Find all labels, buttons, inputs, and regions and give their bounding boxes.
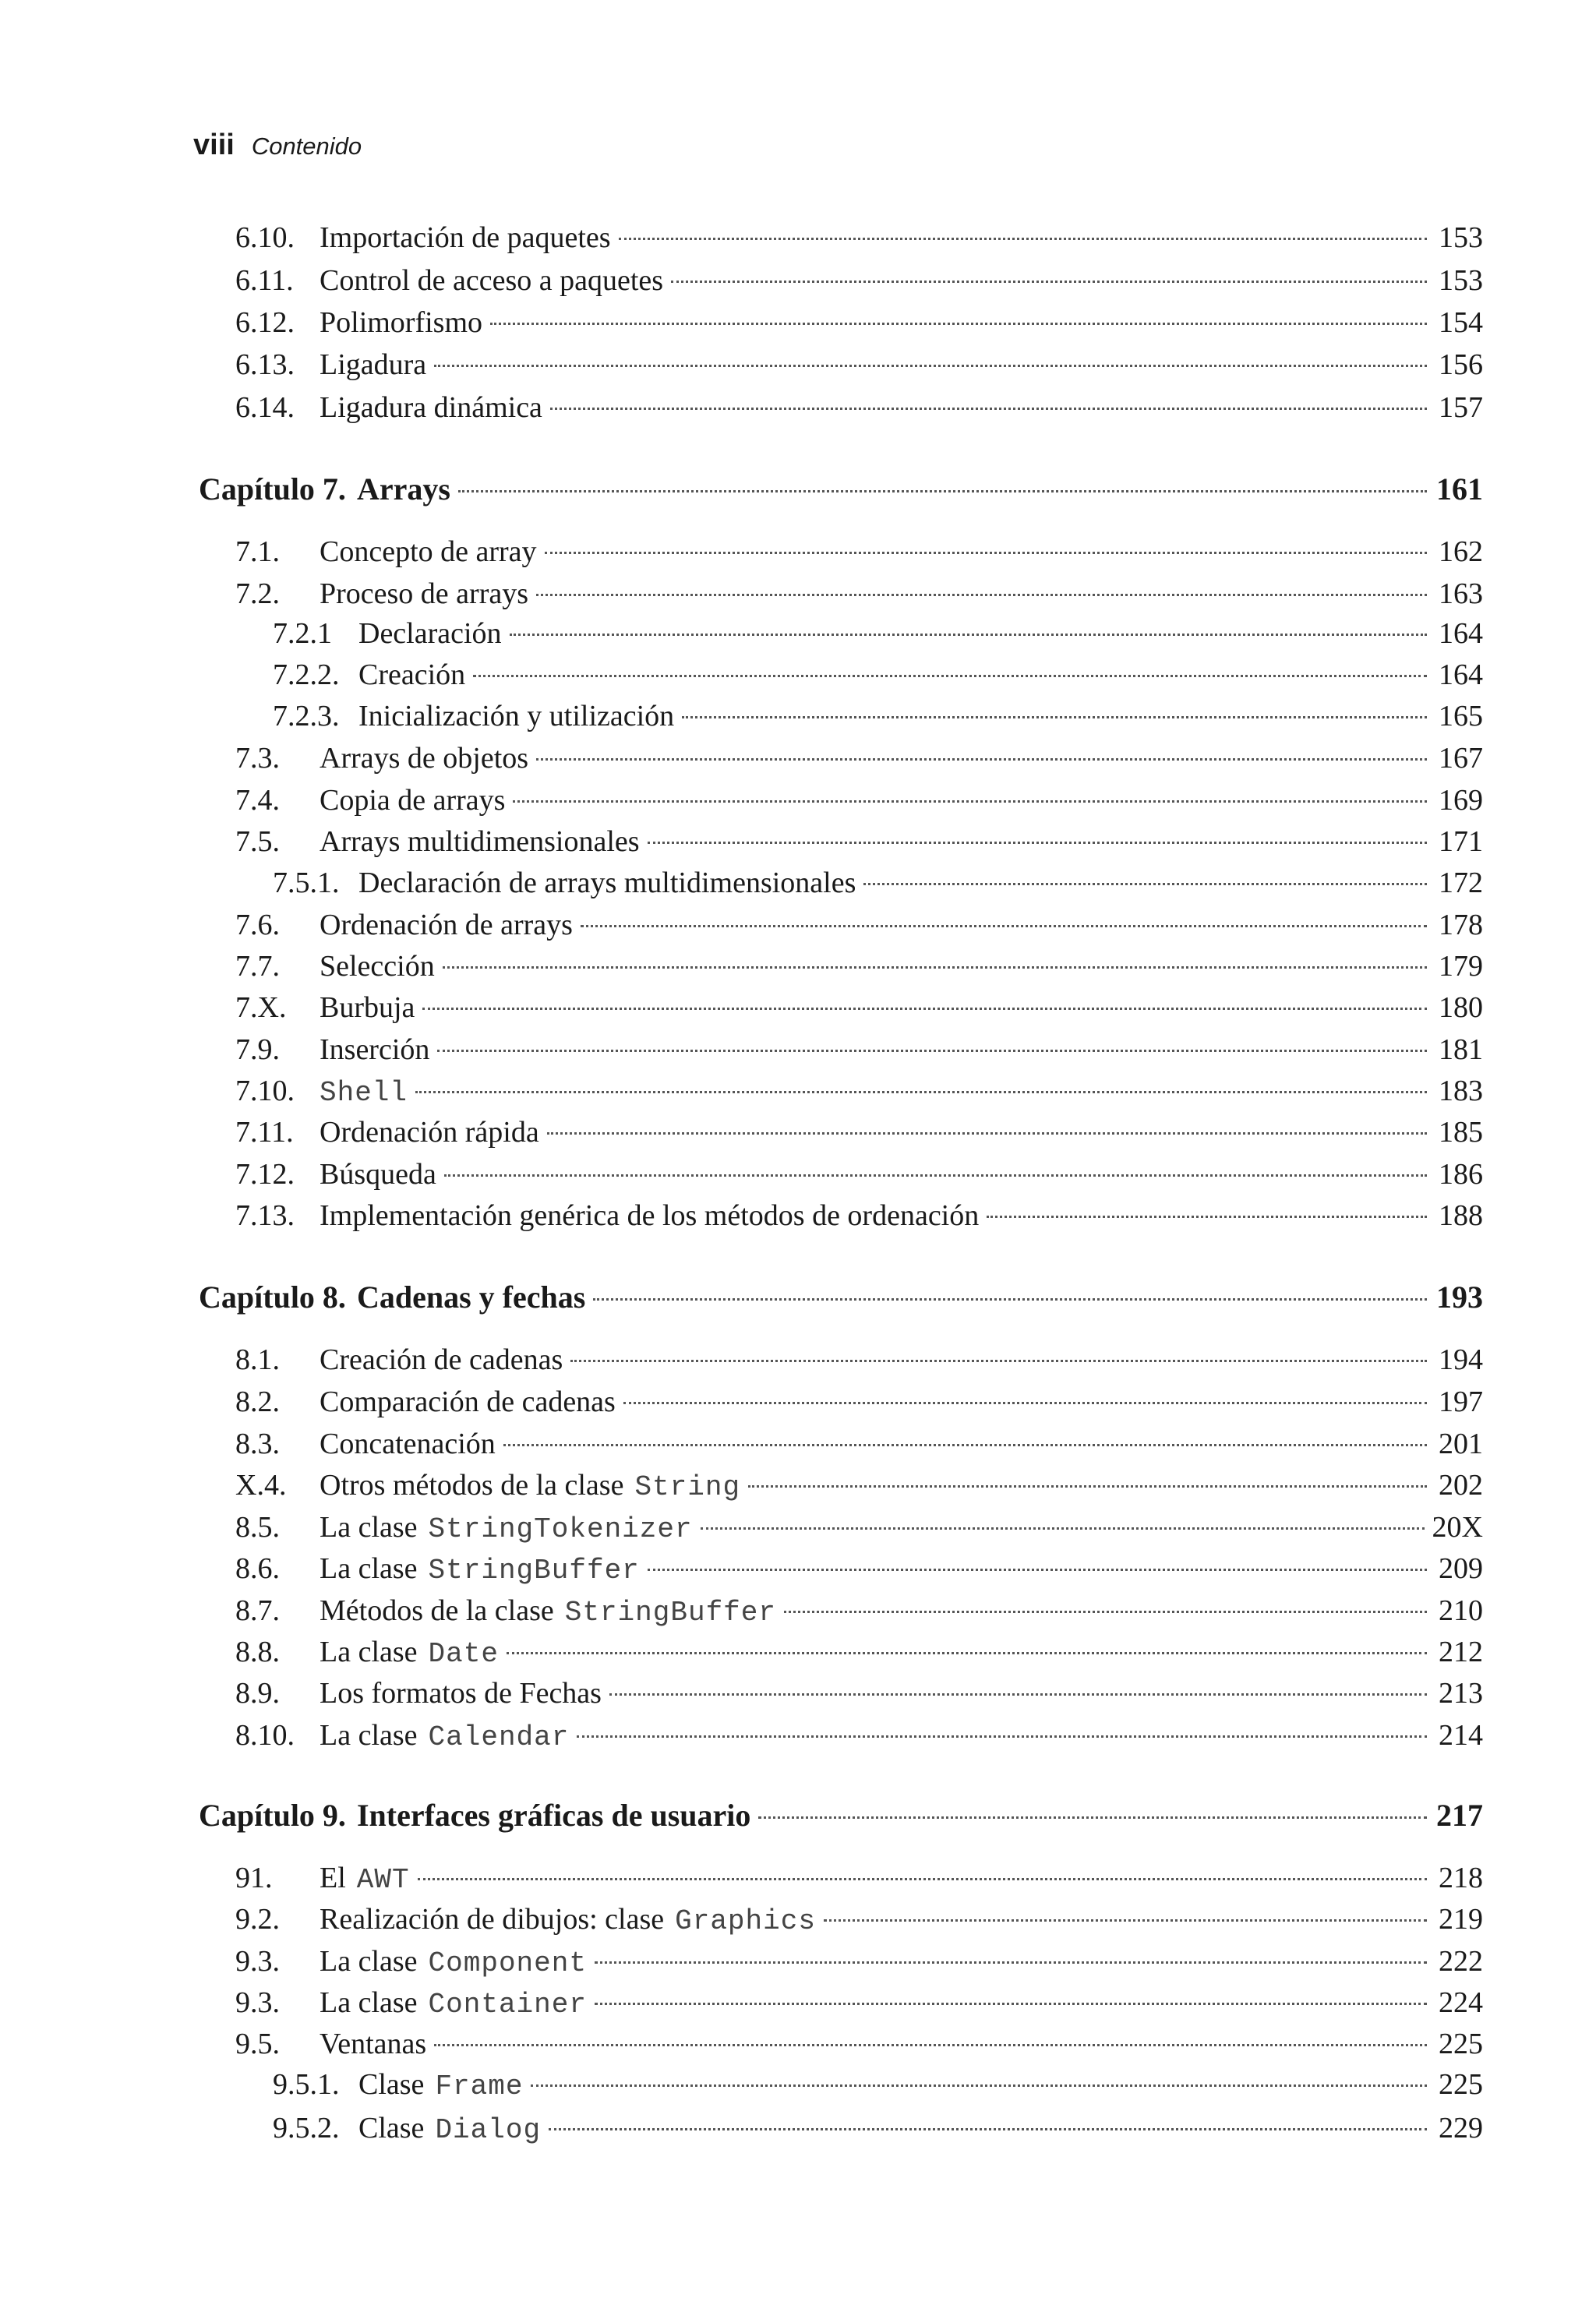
toc-entry-page: 164 [1439, 658, 1483, 691]
toc-entry-number: 8.1. [235, 1343, 280, 1376]
toc-entry-number: 6.10. [235, 221, 295, 254]
toc-entry-title: Clase [358, 2068, 425, 2101]
toc-entry-page: 186 [1439, 1158, 1483, 1191]
toc-entry-title: Declaración [358, 617, 502, 650]
toc-entry-number: 7.5. [235, 825, 280, 858]
toc-entry-page: 157 [1439, 391, 1483, 424]
toc-entry-number: X.4. [235, 1469, 287, 1502]
toc-entry-title: Inserción [320, 1033, 430, 1066]
toc-entry-title: Ordenación rápida [320, 1116, 539, 1149]
toc-entry [235, 1113, 1483, 1152]
dot-leader [863, 883, 1427, 885]
dot-leader [510, 634, 1427, 636]
toc-entry-number: 6.12. [235, 306, 295, 339]
toc-entry-title: Realización de dibujos: clase [320, 1903, 665, 1936]
toc-entry [235, 1340, 1483, 1379]
toc-entry-code: Container [428, 1989, 587, 2021]
toc-entry [235, 1424, 1483, 1463]
toc-entry [235, 739, 1483, 778]
dot-leader [443, 966, 1427, 969]
toc-entry-code: Dialog [435, 2114, 542, 2146]
toc-entry-number: 7.2.3. [273, 700, 340, 732]
toc-entry-page: 222 [1439, 1945, 1483, 1978]
dot-leader [648, 1569, 1427, 1571]
dot-leader [536, 594, 1427, 596]
toc-entry-page: 20X [1432, 1511, 1483, 1544]
toc-entry [235, 1030, 1483, 1069]
toc-entry-title: El [320, 1862, 346, 1894]
toc-entry-title: Burbuja [320, 991, 415, 1024]
toc-entry-code: StringTokenizer [428, 1513, 693, 1545]
dot-leader [503, 1444, 1427, 1446]
toc-chapter-entry [199, 1796, 1483, 1835]
toc-entry-title: Inicialización y utilización [358, 700, 675, 732]
toc-entry-number: 6.11. [235, 264, 294, 297]
toc-entry-number: 7.9. [235, 1033, 280, 1066]
dot-leader [784, 1611, 1427, 1613]
dot-leader [570, 1360, 1427, 1362]
toc-entry [235, 1591, 1483, 1630]
dot-leader [748, 1485, 1427, 1488]
dot-leader [473, 675, 1427, 677]
toc-entry-page: 217 [1436, 1798, 1483, 1833]
toc-entry-title: Proceso de arrays [320, 577, 529, 610]
dot-leader [577, 1735, 1427, 1738]
dot-leader [434, 2044, 1427, 2046]
toc-entry-title: Control de acceso a paquetes [320, 264, 664, 297]
toc-entry-number: 7.13. [235, 1199, 295, 1232]
toc-entry [273, 2109, 1483, 2148]
toc-entry-title: Ligadura dinámica [320, 391, 542, 424]
toc-entry-title: Concatenación [320, 1428, 496, 1460]
dot-leader [415, 1091, 1427, 1093]
toc-entry-number: 9.5.1. [273, 2068, 340, 2101]
toc-entry-page: 202 [1439, 1469, 1483, 1502]
toc-entry-page: 156 [1439, 348, 1483, 381]
toc-entry [235, 1549, 1483, 1588]
dot-leader [619, 238, 1427, 240]
toc-entry-code: Date [428, 1638, 499, 1670]
toc-entry [235, 1859, 1483, 1897]
toc-entry-title: La clase [320, 1511, 418, 1544]
toc-entry [235, 905, 1483, 944]
toc-entry-title: Creación [358, 658, 466, 691]
toc-entry-number: 7.12. [235, 1158, 295, 1191]
toc-entry-number: Capítulo 8. [199, 1280, 346, 1315]
toc-entry [235, 988, 1483, 1027]
dot-leader [547, 1132, 1427, 1135]
toc-entry-page: 219 [1439, 1903, 1483, 1936]
toc-entry-page: 218 [1439, 1862, 1483, 1894]
toc-entry-page: 212 [1439, 1636, 1483, 1668]
toc-entry [235, 261, 1483, 300]
toc-entry-title: Selección [320, 950, 435, 983]
toc-entry-number: Capítulo 9. [199, 1798, 346, 1833]
toc-entry-page: 180 [1439, 991, 1483, 1024]
toc-entry-number: 8.10. [235, 1719, 295, 1752]
toc-entry-page: 164 [1439, 617, 1483, 650]
toc-entry-number: 8.3. [235, 1428, 280, 1460]
toc-entry-title: La clase [320, 1945, 418, 1978]
toc-entry-page: 213 [1439, 1677, 1483, 1710]
toc-entry-number: 7.1. [235, 535, 280, 568]
toc-entry [235, 1155, 1483, 1194]
toc-entry-page: 224 [1439, 1986, 1483, 2019]
toc-entry [235, 1196, 1483, 1235]
toc-entry-number: 9.3. [235, 1945, 280, 1978]
toc-entry-page: 225 [1439, 2028, 1483, 2060]
toc-entry-number: 9.5. [235, 2028, 280, 2060]
toc-entry-code: String [634, 1471, 741, 1503]
toc-entry [235, 1674, 1483, 1713]
toc-entry-code: AWT [356, 1864, 410, 1896]
toc-entry-code: Frame [435, 2070, 524, 2102]
page-number: viii [193, 129, 235, 161]
toc-entry-page: 178 [1439, 909, 1483, 941]
toc-entry-code: Graphics [675, 1905, 816, 1937]
toc-entry [235, 1466, 1483, 1505]
dot-leader [545, 552, 1427, 554]
dot-leader [595, 1961, 1427, 1964]
toc-entry-number: 8.6. [235, 1552, 280, 1585]
toc-entry-title: La clase [320, 1986, 418, 2019]
toc-entry [235, 1983, 1483, 2022]
toc-entry-number: 9.2. [235, 1903, 280, 1936]
dot-leader [418, 1878, 1427, 1880]
toc-entry-page: 153 [1439, 221, 1483, 254]
toc-entry-title: La clase [320, 1552, 418, 1585]
toc-entry-number: 6.14. [235, 391, 295, 424]
dot-leader [434, 365, 1427, 367]
toc-entry [235, 1071, 1483, 1110]
dot-leader [437, 1050, 1427, 1052]
toc-entry-title: Creación de cadenas [320, 1343, 563, 1376]
toc-entry [273, 655, 1483, 694]
toc-entry-number: 8.9. [235, 1677, 280, 1710]
toc-entry-page: 210 [1439, 1594, 1483, 1627]
toc-entry-page: 162 [1439, 535, 1483, 568]
toc-entry [235, 532, 1483, 571]
dot-leader [536, 758, 1427, 761]
toc-entry-title: Interfaces gráficas de usuario [356, 1798, 751, 1833]
toc-entry [235, 345, 1483, 384]
toc-entry-page: 165 [1439, 700, 1483, 732]
toc-entry-number: 7.5.1. [273, 867, 340, 899]
dot-leader [549, 2128, 1427, 2130]
toc-entry-number: 7.2.1 [273, 617, 332, 650]
toc-entry-code: Shell [320, 1077, 408, 1109]
toc-entry-title: Declaración de arrays multidimensionales [358, 867, 856, 899]
dot-leader [623, 1402, 1427, 1404]
toc-entry-title: Importación de paquetes [320, 221, 611, 254]
toc-entry-page: 172 [1439, 867, 1483, 899]
toc-entry [235, 1508, 1483, 1547]
toc-entry-page: 163 [1439, 577, 1483, 610]
toc-entry-title: Clase [358, 2112, 425, 2144]
toc-entry-page: 171 [1439, 825, 1483, 858]
toc-entry-code: StringBuffer [428, 1555, 640, 1587]
toc-chapter-entry [199, 1278, 1483, 1317]
toc-entry-title: Métodos de la clase [320, 1594, 554, 1627]
toc-entry-page: 225 [1439, 2068, 1483, 2101]
toc-entry [235, 1900, 1483, 1939]
toc-entry-number: 7.4. [235, 784, 280, 817]
dot-leader [701, 1527, 1425, 1530]
toc-entry-number: 7.6. [235, 909, 280, 941]
dot-leader [490, 323, 1427, 325]
toc-entry-page: 154 [1439, 306, 1483, 339]
toc-entry [235, 822, 1483, 861]
dot-leader [758, 1816, 1427, 1819]
toc-entry-title: Copia de arrays [320, 784, 506, 817]
toc-entry-page: 201 [1439, 1428, 1483, 1460]
toc-entry-number: 9.3. [235, 1986, 280, 2019]
dot-leader [507, 1652, 1427, 1654]
toc-entry-page: 181 [1439, 1033, 1483, 1066]
toc-entry [235, 303, 1483, 342]
toc-entry-page: 161 [1436, 471, 1483, 507]
toc-entry-number: 7.11. [235, 1116, 294, 1149]
toc-entry-title: Ligadura [320, 348, 427, 381]
toc-entry-title: Cadenas y fechas [356, 1280, 586, 1315]
toc-entry-title: Comparación de cadenas [320, 1386, 616, 1418]
toc-entry-number: 7.2.2. [273, 658, 340, 691]
toc-entry [235, 1716, 1483, 1755]
toc-entry-number: Capítulo 7. [199, 471, 346, 507]
toc-entry-title: Arrays de objetos [320, 742, 529, 775]
toc-entry-number: 8.7. [235, 1594, 280, 1627]
toc-entry-title: Concepto de array [320, 535, 537, 568]
toc-entry-number: 8.2. [235, 1386, 280, 1418]
toc-entry-title: Ventanas [320, 2028, 427, 2060]
toc-entry-page: 214 [1439, 1719, 1483, 1752]
toc-entry [235, 218, 1483, 257]
toc-entry-page: 193 [1436, 1280, 1483, 1315]
toc-entry-page: 229 [1439, 2112, 1483, 2144]
dot-leader [682, 716, 1427, 718]
dot-leader [593, 1298, 1427, 1301]
toc-entry [235, 2024, 1483, 2063]
toc-entry [273, 614, 1483, 653]
dot-leader [550, 408, 1427, 410]
toc-entry [235, 1942, 1483, 1981]
toc-entry-title: Polimorfismo [320, 306, 483, 339]
toc-entry-number: 9.5.2. [273, 2112, 340, 2144]
toc-entry-page: 169 [1439, 784, 1483, 817]
dot-leader [531, 2084, 1427, 2087]
toc-entry [235, 1633, 1483, 1671]
toc-entry [235, 574, 1483, 613]
toc-entry-page: 179 [1439, 950, 1483, 983]
dot-leader [513, 800, 1427, 803]
toc-entry-title: La clase [320, 1719, 418, 1752]
toc-entry-number: 7.10. [235, 1075, 295, 1107]
toc-entry-page: 153 [1439, 264, 1483, 297]
toc-entry-page: 197 [1439, 1386, 1483, 1418]
dot-leader [458, 490, 1427, 492]
toc-entry-title: Otros métodos de la clase [320, 1469, 624, 1502]
toc-entry-title: Ordenación de arrays [320, 909, 573, 941]
toc-entry-title: Los formatos de Fechas [320, 1677, 602, 1710]
dot-leader [444, 1174, 1427, 1177]
toc-entry-title: Arrays [356, 471, 450, 507]
toc-entry [235, 947, 1483, 986]
toc-chapter-entry [199, 470, 1483, 509]
toc-entry-title: Búsqueda [320, 1158, 436, 1191]
toc-entry-code: Component [428, 1947, 587, 1979]
toc-entry-number: 7.2. [235, 577, 280, 610]
toc-entry-page: 185 [1439, 1116, 1483, 1149]
dot-leader [824, 1919, 1427, 1922]
dot-leader [422, 1008, 1427, 1010]
toc-entry [273, 2065, 1483, 2104]
dot-leader [987, 1216, 1427, 1218]
toc-entry [235, 1382, 1483, 1421]
toc-entry-title: Implementación genérica de los métodos de ordenación [320, 1199, 980, 1232]
toc-entry-number: 8.5. [235, 1511, 280, 1544]
dot-leader [648, 842, 1427, 844]
toc-entry-page: 194 [1439, 1343, 1483, 1376]
toc-entry-number: 8.8. [235, 1636, 280, 1668]
toc-entry-title: Arrays multidimensionales [320, 825, 640, 858]
running-head: Contenido [251, 132, 362, 160]
toc-entry [273, 863, 1483, 902]
dot-leader [609, 1693, 1427, 1696]
dot-leader [671, 281, 1427, 283]
dot-leader [595, 2003, 1427, 2005]
toc-entry-code: StringBuffer [564, 1597, 776, 1629]
toc-entry [235, 781, 1483, 820]
toc-entry-code: Calendar [428, 1721, 570, 1753]
toc-entry-page: 209 [1439, 1552, 1483, 1585]
toc-entry [235, 388, 1483, 427]
dot-leader [581, 925, 1427, 927]
toc-entry-page: 167 [1439, 742, 1483, 775]
toc-entry-page: 188 [1439, 1199, 1483, 1232]
toc-entry-number: 7.3. [235, 742, 280, 775]
toc-entry [273, 697, 1483, 736]
toc-entry-title: La clase [320, 1636, 418, 1668]
toc-entry-number: 7.7. [235, 950, 280, 983]
toc-entry-number: 91. [235, 1862, 273, 1894]
toc-entry-number: 7.X. [235, 991, 287, 1024]
toc-entry-number: 6.13. [235, 348, 295, 381]
toc-entry-page: 183 [1439, 1075, 1483, 1107]
